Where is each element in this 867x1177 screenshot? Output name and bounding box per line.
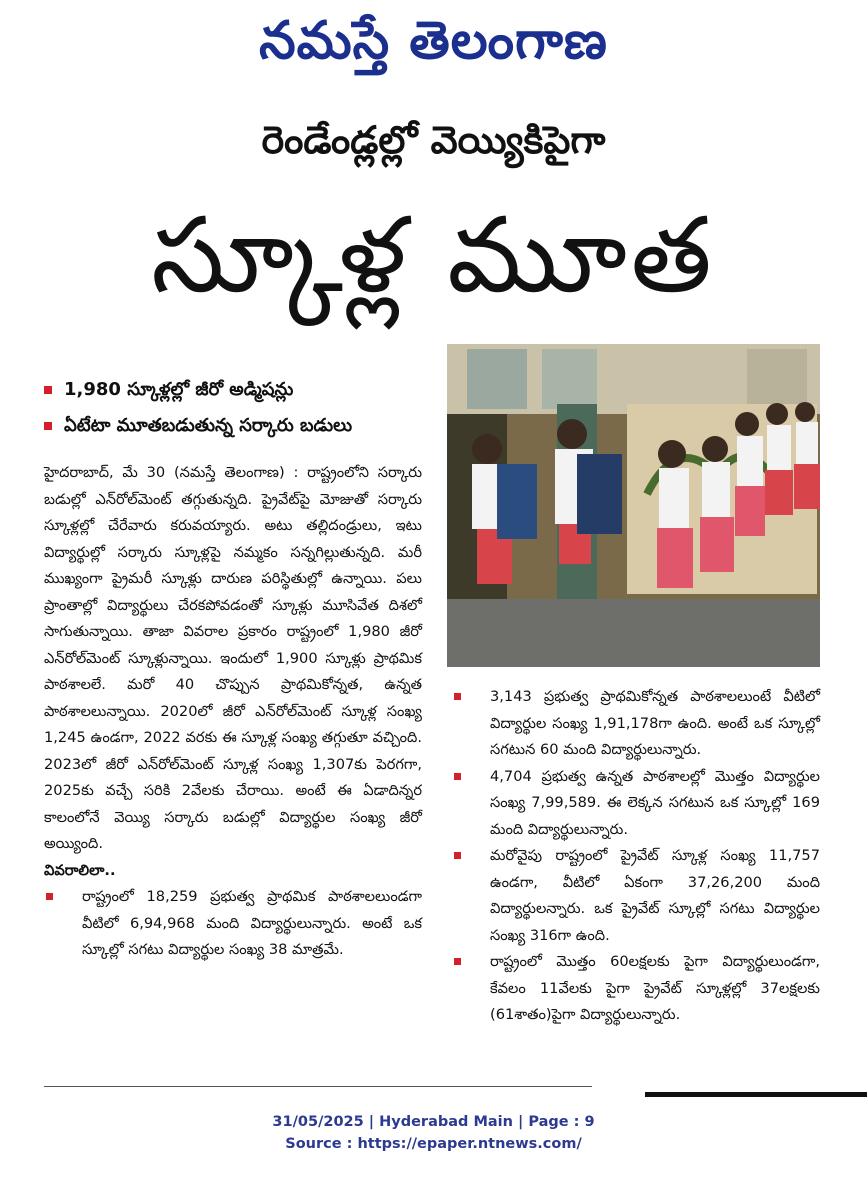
- bullet-square-icon: [46, 893, 53, 900]
- list-item-text: రాష్ట్రంలో 18,259 ప్రభుత్వ ప్రాథమిక పాఠశాలలుండగా వీటిలో 6,94,968 మంది విద్యార్థులున్నారు. అంటే ఒక స్కూల్లో సగటు విద్యార్థుల సంఖ్య 38 మాత్రమే.: [82, 888, 422, 958]
- list-item-text: మరోవైపు రాష్ట్రంలో ప్రైవేట్ స్కూళ్ల సంఖ్య 11,757 ఉండగా, వీటిలో ఏకంగా 37,26,200 మంది విద్యార్థులన్నారు. ఒక ప్రైవేట్ స్కూల్లో సగటు విద్యార్థుల సంఖ్య 316గా ఉంది.: [490, 847, 820, 944]
- bullet-square-icon: [44, 386, 52, 394]
- list-item-text: రాష్ట్రంలో మొత్తం 60లక్షలకు పైగా విద్యార్థులుండగా, కేవలం 11వేలకు పైగా ప్రైవేట్ స్కూళ్లల్లో 37లక్షలకు (61శాతం)పైగా విద్యార్థులున్నారు.: [490, 953, 820, 1023]
- news-photo: [447, 344, 820, 667]
- article-right-column: [452, 684, 820, 1029]
- highlight-item: [44, 408, 439, 444]
- article-kicker: రెండేండ్లల్లో వెయ్యికిపైగా: [261, 118, 606, 162]
- list-item: [452, 843, 820, 949]
- divider: [44, 1086, 592, 1087]
- page-footer: [0, 1111, 867, 1155]
- bullet-square-icon: [454, 852, 461, 859]
- article-headline: స్కూళ్ల మూత: [151, 194, 716, 316]
- highlight-text: ఏటేటా మూతబడుతున్న సర్కారు బడులు: [64, 415, 353, 436]
- bullet-square-icon: [44, 422, 52, 430]
- footer-source-link[interactable]: Source : https://epaper.ntnews.com/: [285, 1136, 582, 1152]
- list-item: [452, 684, 820, 764]
- list-item-text: 4,704 ప్రభుత్వ ఉన్నత పాఠశాలల్లో మొత్తం విద్యార్థుల సంఖ్య 7,99,589. ఈ లెక్కన సగటున ఒక స్కూల్లో 169 మంది విద్యార్థులున్నారు.: [490, 767, 820, 838]
- bullet-square-icon: [454, 958, 461, 965]
- highlight-text: 1,980 స్కూళ్లల్లో జీరో అడ్మిషన్లు: [64, 379, 294, 400]
- list-item: [452, 764, 820, 844]
- highlights-list: [44, 372, 439, 444]
- bullet-square-icon: [454, 693, 461, 700]
- photo-schoolchildren-icon: [447, 344, 820, 667]
- divider: [645, 1092, 867, 1097]
- list-item: [452, 949, 820, 1029]
- list-item-text: 3,143 ప్రభుత్వ ప్రాథమికోన్నత పాఠశాలలుంటే వీటిలో విద్యార్థుల సంఖ్య 1,91,178గా ఉంది. అంటే ఒక స్కూల్లో సగటున 60 మంది విద్యార్థులున్నారు.: [490, 688, 820, 758]
- list-item: [44, 884, 422, 964]
- article-left-column: [44, 460, 422, 964]
- article-body: హైదరాబాద్, మే 30 (నమస్తే తెలంగాణ) : రాష్ట్రంలోని సర్కారు బడుల్లో ఎన్‌రోల్‌మెంట్ తగ్గుతున్నది. ప్రైవేట్‌పై మోజుతో సర్కారు స్కూళ్లల్లో చేరేవారు కరువయ్యారు. అటు తల్లిదండ్రులు, ఇటు విద్యార్థుల్లో సర్కారు స్కూళ్లపై నమ్మకం సన్నగిల్లుతున్నది. మరీ ముఖ్యంగా ప్రైమరీ స్కూళ్లు దారుణ పరిస్థితుల్లో ఉన్నాయి. పలు ప్రాంతాల్లో విద్యార్థులు చేరకపోవడంతో స్కూళ్లు మూసివేత దిశలో సాగుతున్నాయి. తాజా వివరాల ప్రకారం రాష్ట్రంలో 1,980 జీరో ఎన్‌రోల్‌మెంట్ స్కూళ్లున్నాయి. ఇందులో 1,900 స్కూళ్లు ప్రాథమిక పాఠశాలలే. మరో 40 చొప్పున ప్రాథమికోన్నత, ఉన్నత పాఠశాలలున్నాయి. 2020లో జీరో ఎన్‌రోల్‌మెంట్ స్కూళ్ల సంఖ్య 1,245 ఉండగా, 2022 వరకు ఈ స్కూళ్ల సంఖ్య తగ్గుతూ వచ్చింది. 2023లో జీరో ఎన్‌రోల్‌మెంట్ స్కూళ్ల సంఖ్య 1,307కు పెరగగా, 2025కు వచ్చే సరికి 2వేలకు చేరాయి. అంటే ఈ ఏడాదిన్నర కాలంలోనే వెయ్యి సర్కారు బడుల్లో విద్యార్థుల సంఖ్య జీరో అయ్యింది.: [44, 464, 422, 852]
- highlight-item: [44, 372, 439, 408]
- details-heading: వివరాలిలా..: [44, 861, 116, 879]
- masthead-logo: నమస్తే తెలంగాణ: [259, 11, 608, 71]
- bullet-square-icon: [454, 773, 461, 780]
- footer-edition: 31/05/2025 | Hyderabad Main | Page : 9: [272, 1114, 595, 1130]
